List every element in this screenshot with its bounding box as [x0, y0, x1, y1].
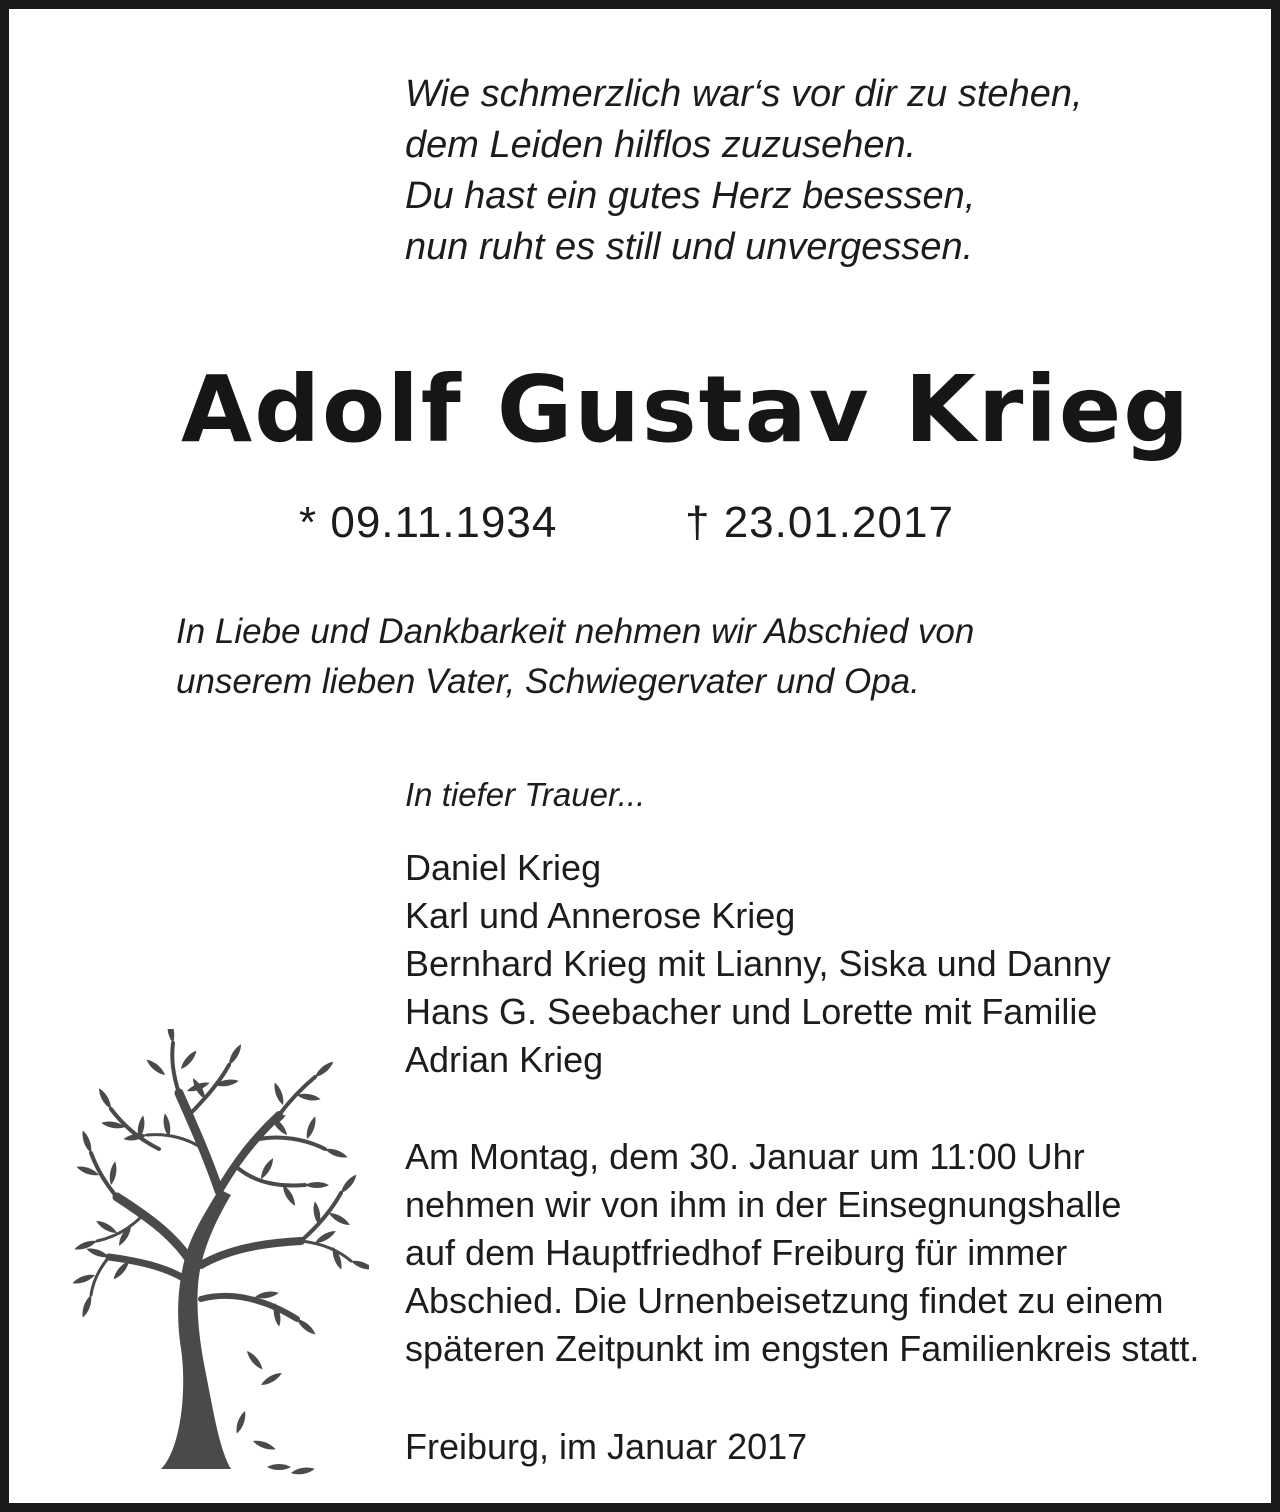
- birth-date: * 09.11.1934: [299, 498, 558, 547]
- mourner-name: Daniel Krieg: [405, 847, 602, 888]
- poem-line: nun ruht es still und unvergessen.: [405, 226, 974, 268]
- ceremony-line: Abschied. Die Urnenbeisetzung findet zu einem: [405, 1280, 1164, 1321]
- mourners-list: [405, 844, 1245, 1084]
- mourning-intro: In tiefer Trauer...: [405, 776, 646, 813]
- ceremony-info: [405, 1133, 1255, 1373]
- place-date: Freiburg, im Januar 2017: [405, 1426, 808, 1467]
- tree-icon: [69, 1029, 369, 1489]
- poem: [405, 69, 1225, 273]
- farewell-line: In Liebe und Dankbarkeit nehmen wir Abschied von: [176, 612, 975, 651]
- death-date: † 23.01.2017: [685, 498, 954, 547]
- mourner-name: Bernhard Krieg mit Lianny, Siska und Danny: [405, 943, 1111, 984]
- ceremony-line: späteren Zeitpunkt im engsten Familienkreis statt.: [405, 1328, 1200, 1369]
- farewell-line: unserem lieben Vater, Schwiegervater und Opa.: [176, 662, 920, 701]
- deceased-name: Adolf Gustav Krieg: [181, 356, 1192, 463]
- mourner-name: Karl und Annerose Krieg: [405, 895, 796, 936]
- farewell-text: [176, 607, 1236, 707]
- poem-line: dem Leiden hilflos zuzusehen.: [405, 124, 917, 166]
- ceremony-line: Am Montag, dem 30. Januar um 11:00 Uhr: [405, 1136, 1085, 1177]
- poem-line: Du hast ein gutes Herz besessen,: [405, 175, 976, 217]
- poem-line: Wie schmerzlich war‘s vor dir zu stehen,: [405, 73, 1083, 115]
- ceremony-line: auf dem Hauptfriedhof Freiburg für immer: [405, 1232, 1068, 1273]
- mourner-name: Adrian Krieg: [405, 1039, 604, 1080]
- ceremony-line: nehmen wir von ihm in der Einsegnungshalle: [405, 1184, 1122, 1225]
- mourner-name: Hans G. Seebacher und Lorette mit Familie: [405, 991, 1098, 1032]
